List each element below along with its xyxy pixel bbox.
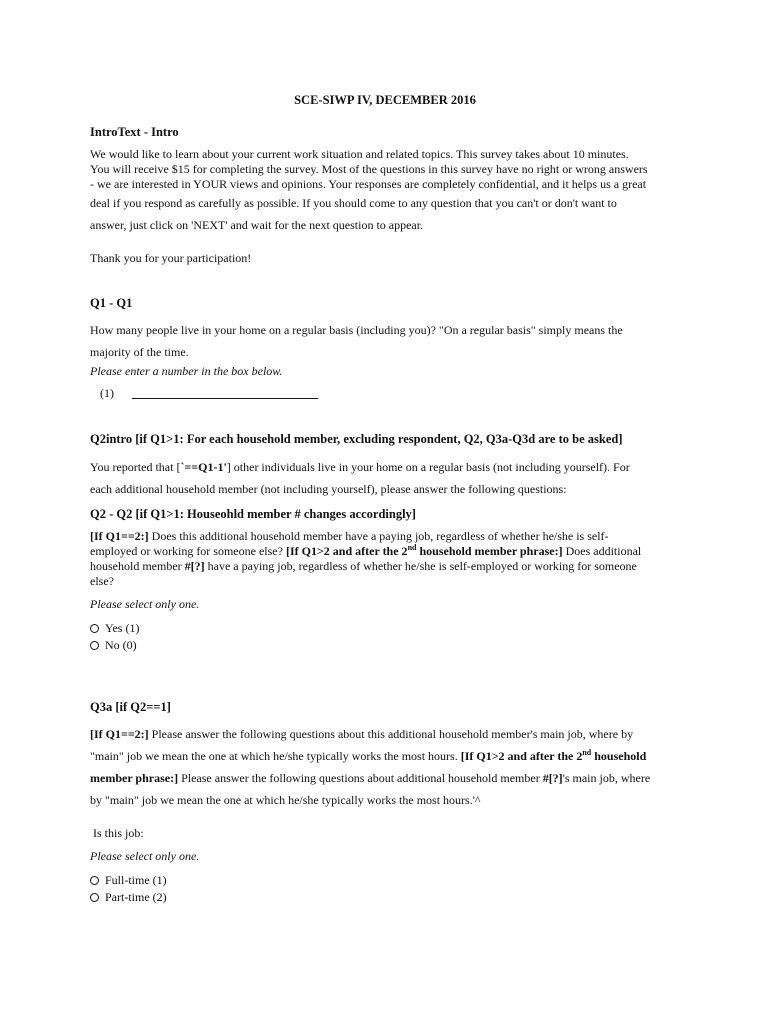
q2-question (90, 529, 680, 589)
intro-line: You will receive $15 for completing the survey. Most of the questions in this survey have no right or wrong answers (90, 162, 648, 176)
q3a-condition: household (591, 749, 647, 763)
q1-line: How many people live in your home on a regular basis (including you)? "On a regular basis" simply means the (90, 323, 623, 337)
q3a-instruction: Please select only one. (90, 849, 200, 863)
intro-line: - we are interested in YOUR views and opinions. Your responses are completely confidential, and it helps us a great (90, 177, 647, 191)
q2-option-no[interactable] (90, 637, 137, 653)
q2-text: household member (90, 559, 185, 573)
q1-answer-field[interactable] (100, 386, 400, 401)
q2-option-yes[interactable] (90, 620, 139, 636)
q1-answer-underline[interactable] (132, 397, 318, 399)
intro-heading: IntroText - Intro (90, 125, 179, 139)
intro-line: answer, just click on 'NEXT' and wait for the next question to appear. (90, 218, 424, 232)
option-label: No (0) (105, 638, 137, 652)
q3a-option-full-time[interactable] (90, 872, 167, 888)
q2-superscript: nd (407, 543, 417, 552)
q3a-line (90, 723, 680, 745)
q2intro-line: each additional household member (not including yourself), please answer the following questions: (90, 482, 567, 496)
document-title: SCE-SIWP IV, DECEMBER 2016 (294, 93, 476, 107)
q2-line (90, 559, 680, 574)
radio-circle-icon[interactable] (90, 624, 99, 633)
q3a-text: "main" job we mean the one at which he/she typically works the most hours. (90, 749, 461, 763)
intro-paragraph-cont (90, 192, 680, 236)
q2intro-variable: `==Q1-1' (180, 460, 227, 474)
q3a-text: 's main job, where (562, 771, 651, 785)
q2-heading: Q2 - Q2 [if Q1>1: Houseohld member # changes accordingly] (90, 507, 416, 521)
q3a-superscript: nd (582, 748, 592, 757)
q3a-condition: [If Q1>2 and after the 2 (460, 749, 583, 763)
q1-answer-number: (1) (100, 386, 114, 400)
option-label: Part-time (2) (105, 890, 167, 904)
q3a-text: Please answer the following questions about additional household member (178, 771, 543, 785)
q2intro-text-b: ] other individuals live in your home on a regular basis (not including yourself). For (226, 460, 630, 474)
q2-text: Does additional (562, 544, 642, 558)
q3a-condition: member phrase:] (90, 771, 179, 785)
q3a-line (90, 767, 680, 789)
intro-paragraph (90, 147, 680, 192)
q3a-option-part-time[interactable] (90, 889, 167, 905)
q2intro-line (90, 456, 680, 478)
option-label: Full-time (1) (105, 873, 167, 887)
q2-condition: [If Q1==2:] (90, 529, 149, 543)
q2-condition: household member phrase:] (416, 544, 563, 558)
q2-text: have a paying job, regardless of whether he/she is self-employed or working for someone (204, 559, 637, 573)
q3a-variable: #[?] (542, 771, 563, 785)
q3a-line: by "main" job we mean the one at which he/she typically works the most hours.'^ (90, 793, 481, 807)
intro-thanks: Thank you for your participation! (90, 251, 252, 265)
q2-line (90, 529, 680, 544)
q2intro-text-a: You reported that [ (90, 460, 181, 474)
q1-question (90, 319, 680, 363)
radio-circle-icon[interactable] (90, 893, 99, 902)
q2-instruction: Please select only one. (90, 597, 200, 611)
intro-line: deal if you respond as carefully as possible. If you should come to any question that you can't or don't want to (90, 196, 617, 210)
q3a-text: Please answer the following questions about this additional household member's main job, where by (148, 727, 634, 741)
radio-circle-icon[interactable] (90, 876, 99, 885)
q3a-question (90, 723, 680, 811)
q1-instruction: Please enter a number in the box below. (90, 364, 283, 378)
q2-condition: [If Q1>2 and after the 2 (285, 544, 408, 558)
option-label: Yes (1) (105, 621, 140, 635)
intro-line: We would like to learn about your current work situation and related topics. This survey takes about 10 minutes. (90, 147, 629, 161)
q3a-prompt: Is this job: (93, 826, 144, 840)
q2-line: else? (90, 574, 114, 588)
q1-line: majority of the time. (90, 345, 189, 359)
q1-heading: Q1 - Q1 (90, 296, 133, 310)
radio-circle-icon[interactable] (90, 641, 99, 650)
q3a-line (90, 745, 680, 767)
q2intro-heading: Q2intro [if Q1>1: For each household member, excluding respondent, Q2, Q3a-Q3d are to be asked] (90, 432, 623, 446)
q2-text: Does this additional household member have a paying job, regardless of whether he/she is self- (148, 529, 609, 543)
q2-text: employed or working for someone else? (90, 544, 286, 558)
q3a-condition: [If Q1==2:] (90, 727, 149, 741)
q3a-heading: Q3a [if Q2==1] (90, 700, 171, 714)
q2intro-text (90, 456, 680, 500)
q2-variable: #[?] (184, 559, 205, 573)
q2-line (90, 544, 680, 559)
